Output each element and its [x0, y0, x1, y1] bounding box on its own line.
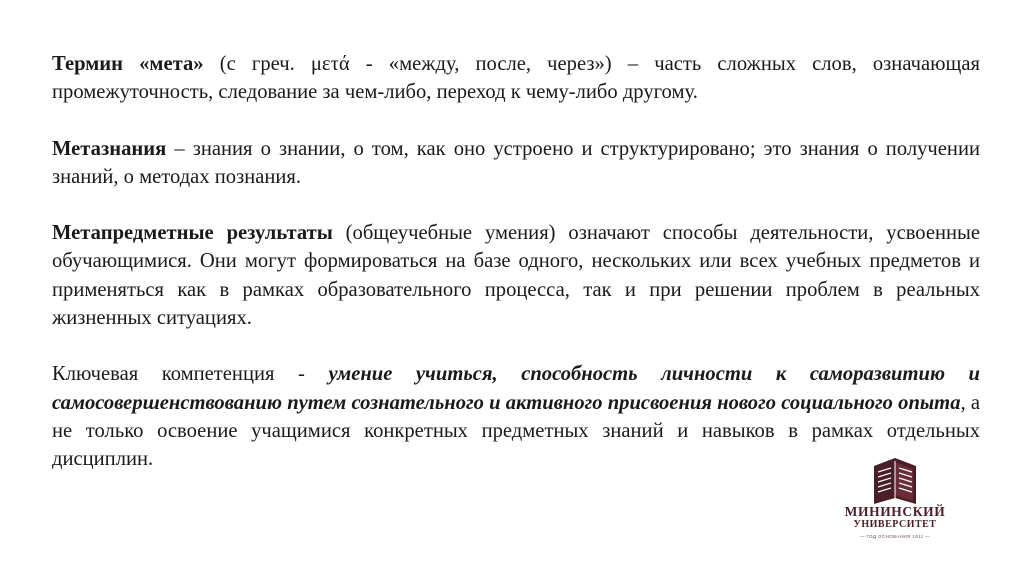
university-building-icon: [874, 458, 916, 504]
paragraph-key-competence: [52, 360, 980, 473]
logo-title: МИНИНСКИЙ: [844, 504, 946, 519]
slide-body: [52, 50, 980, 474]
paragraph-metasubject-results: [52, 219, 980, 332]
logo-founded: — ГОД ОСНОВАНИЯ 1911 —: [859, 534, 931, 539]
term-metasubject-results: Метапредметные результаты: [52, 222, 333, 245]
definition-meta: (с греч. μετά - «между, после, через») – часть сложных слов, означающая промежуточность, следование за чем-либо, переход к чему-либо другому.: [52, 53, 980, 104]
key-competence-tail: , а не только освоение учащимися конкретных предметных знаний и навыков в рамках отдельных дисциплин.: [52, 391, 981, 471]
definition-metasubject-results: (общеучебные умения) означают способы деятельности, усвоенные обучающимися. Они могут формироваться на базе одного, нескольких или всех учебных предметов и применяться как в рамках образовательного процесса, так и при решении проблем в реальных жизненных ситуациях.: [52, 222, 980, 330]
key-competence-lead: Ключевая компетенция -: [52, 363, 329, 386]
key-competence-emphasis: умение учиться, способность личности к саморазвитию и самосовершенствованию путем сознательного и активного присвоения нового социального опыта: [52, 363, 980, 414]
logo-subtitle: УНИВЕРСИТЕТ: [853, 519, 937, 530]
paragraph-metaknowledge: [52, 135, 980, 192]
paragraph-meta-term: [52, 50, 980, 107]
university-logo: [836, 458, 954, 542]
term-metaknowledge: Метазнания: [52, 137, 167, 160]
definition-metaknowledge: – знания о знании, о том, как оно устроено и структурировано; это знания о получении знаний, о методах познания.: [52, 137, 980, 188]
term-meta: Термин «мета»: [52, 53, 204, 75]
